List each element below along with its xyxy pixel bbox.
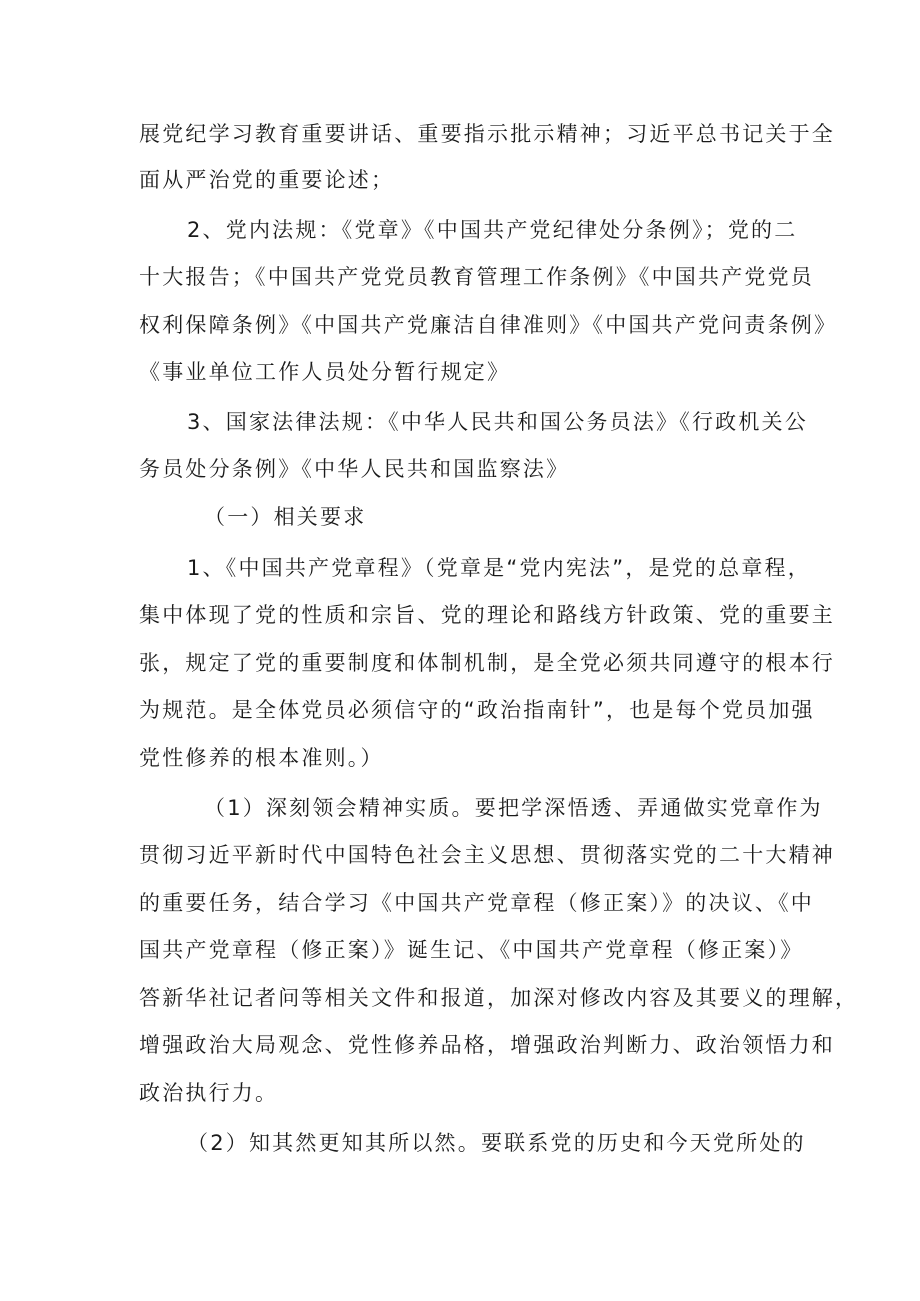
text-line: 增强政治大局观念、党性修养品格，增强政治判断力、政治领悟力和 <box>139 1033 835 1057</box>
text-line: （2）知其然更知其所以然。要联系党的历史和今天党所处的 <box>187 1131 806 1155</box>
text-line: 张，规定了党的重要制度和体制机制，是全党必须共同遵守的根本行 <box>139 651 835 675</box>
text-line: 十大报告；《中国共产党党员教育管理工作条例》《中国共产党党员 <box>139 265 814 289</box>
text-line: 权利保障条例》《中国共产党廉洁自律准则》《中国共产党问责条例》 <box>139 313 838 337</box>
text-line: 为规范。是全体党员必须信守的“政治指南针”，也是每个党员加强 <box>139 698 815 722</box>
text-line: 政治执行力。 <box>139 1081 279 1105</box>
text-line: 党性修养的根本准则。） <box>139 746 384 770</box>
text-line: 集中体现了党的性质和宗旨、党的理论和路线方针政策、党的重要主 <box>139 603 835 627</box>
text-line: 2、党内法规：《党章》《中国共产党纪律处分条例》；党的二 <box>187 218 798 242</box>
text-line: 面从严治党的重要论述； <box>139 168 395 192</box>
text-line: 《事业单位工作人员处分暂行规定》 <box>139 360 511 384</box>
text-line: 3、国家法律法规：《中华人民共和国公务员法》《行政机关公 <box>187 410 808 434</box>
section-heading: （一）相关要求 <box>204 505 367 529</box>
text-line: 1、《中国共产党章程》（党章是“党内宪法”，是党的总章程， <box>187 556 811 580</box>
text-line: 的重要任务，结合学习《中国共产党章程（修正案）》的决议、《中 <box>139 891 814 915</box>
text-line: 国共产党章程（修正案）》诞生记、《中国共产党章程（修正案）》 <box>139 938 804 962</box>
text-line: 展党纪学习教育重要讲话、重要指示批示精神；习近平总书记关于全 <box>139 122 835 146</box>
text-line: 务员处分条例》《中华人民共和国监察法》 <box>139 457 570 481</box>
text-line: （1）深刻领会精神实质。要把学深悟透、弄通做实党章作为 <box>204 796 823 820</box>
text-line: 贯彻习近平新时代中国特色社会主义思想、贯彻落实党的二十大精神 <box>139 843 835 867</box>
text-line: 答新华社记者问等相关文件和报道，加深对修改内容及其要义的理解， <box>139 986 859 1010</box>
